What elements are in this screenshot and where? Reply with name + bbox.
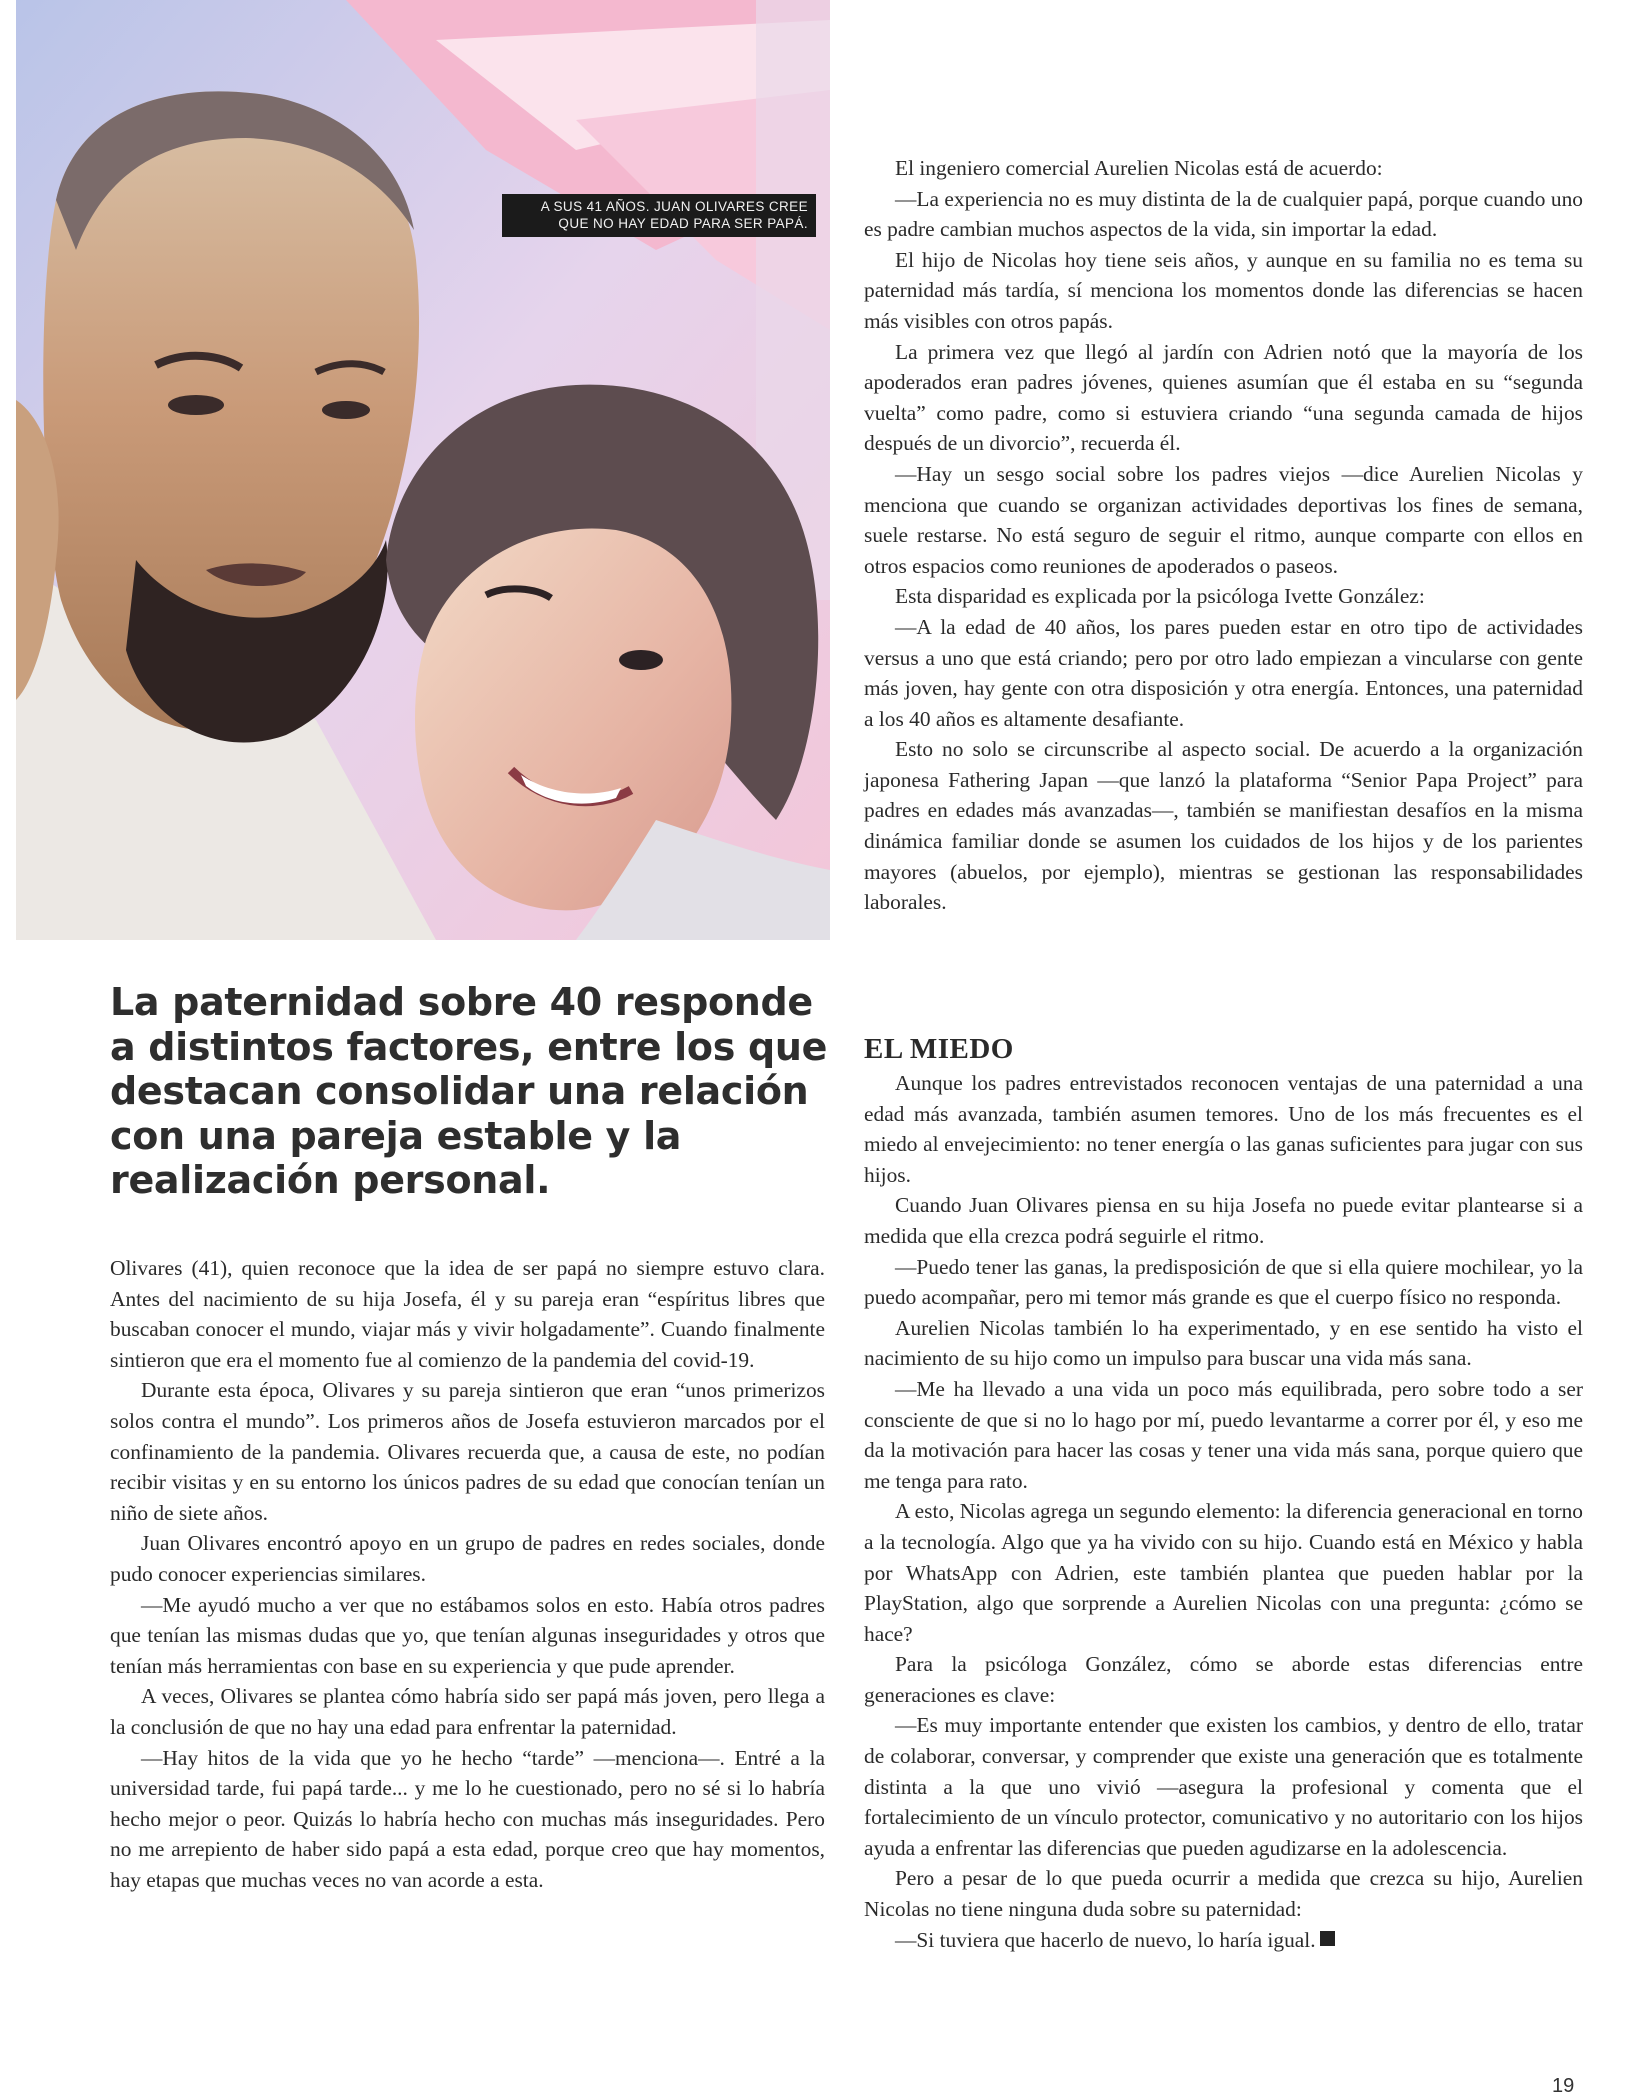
paragraph: Durante esta época, Olivares y su pareja sintieron que eran “unos primerizos solos contra el mundo”. Los primeros años de Josefa estuvieron marcados por el confinamiento de la pandemia. Olivares recuerda que, a causa de este, no podían recibir visitas y en su entorno los únicos padres de su edad que conocían tenían un niño de siete años. [110, 1378, 825, 1525]
paragraph: El hijo de Nicolas hoy tiene seis años, y aunque en su familia no es tema su paternidad más tardía, sí menciona los momentos donde las diferencias se hacen más visibles con otros papás. [864, 247, 1583, 333]
paragraph: Cuando Juan Olivares piensa en su hija Josefa no puede evitar plantearse si a medida que ella crezca podrá seguirle el ritmo. [864, 1193, 1583, 1248]
last-paragraph-text: —Si tuviera que hacerlo de nuevo, lo haría igual. [895, 1927, 1316, 1952]
paragraph: —Me ha llevado a una vida un poco más equilibrada, pero sobre todo a ser consciente de que si no lo hago por mí, puedo levantarme a correr por él, y eso me da la motivación para hacer las cosas y tener una vida más sana, porque quiero que me tenga para rato. [864, 1376, 1583, 1493]
paragraph: Pero a pesar de lo que pueda ocurrir a medida que crezca su hijo, Aurelien Nicolas no tiene ninguna duda sobre su paternidad: [864, 1866, 1583, 1922]
paragraph: El ingeniero comercial Aurelien Nicolas está de acuerdo: [895, 156, 1383, 180]
photo-caption: A SUS 41 AÑOS. JUAN OLIVARES CREE QUE NO HAY EDAD PARA SER PAPÁ. [502, 194, 816, 237]
paragraph: Juan Olivares encontró apoyo en un grupo de padres en redes sociales, donde pudo conocer experiencias similares. [110, 1531, 825, 1586]
paragraph: Aunque los padres entrevistados reconocen ventajas de una paternidad a una edad más avanzada, también asumen temores. Uno de los más frecuentes es el miedo al envejecimiento: no tener energía o las ganas suficientes para jugar con sus hijos. [864, 1071, 1583, 1187]
paragraph: A esto, Nicolas agrega un segundo elemento: la diferencia generacional en torno a la tecnología. Algo que ya ha vivido con su hijo. Cuando está en México y habla por WhatsApp con Adrien, este también plantea que pueden hablar por la PlayStation, algo que sorprende a Aurelien Nicolas con una pregunta: ¿cómo se hace? [864, 1499, 1583, 1646]
paragraph: La primera vez que llegó al jardín con Adrien notó que la mayoría de los apoderados eran padres jóvenes, quienes asumían que él estaba en su “segunda vuelta” como padre, como si estuviera criando “una segunda camada de hijos después de un divorcio”, recuerda él. [864, 339, 1583, 456]
paragraph: —Es muy importante entender que existen los cambios, y dentro de ello, tratar de colaborar, conversar, y comprender que existe una generación que es totalmente distinta a la que uno vivió —asegura la profesional y comenta que el fortalecimiento de un vínculo protector, comunicativo y no autoritario con los hijos ayuda a enfrentar las diferencias que pueden agudizarse en la adolescencia. [864, 1713, 1583, 1860]
left-column [110, 1253, 825, 1895]
section-heading: EL MIEDO [864, 1033, 1014, 1065]
paragraph: —A la edad de 40 años, los pares pueden estar en otro tipo de actividades versus a uno que está criando; pero por otro lado empiezan a vincularse con gente más joven, hay gente con otra disposición y otra energía. Entonces, una paternidad a los 40 años es altamente desafiante. [864, 614, 1583, 731]
paragraph: —Hay hitos de la vida que yo he hecho “tarde” —menciona—. Entré a la universidad tarde, fui papá tarde... y me lo he cuestionado, pero no sé si lo habría hecho mejor o peor. Quizás lo habría hecho con muchas más inseguridades. Pero no me arrepiento de haber sido papá a esta edad, porque creo que hay momentos, hay etapas que muchas veces no van acorde a esta. [110, 1745, 825, 1892]
end-of-article-mark [1320, 1931, 1335, 1946]
paragraph: —Me ayudó mucho a ver que no estábamos solos en esto. Había otros padres que tenían las mismas dudas que yo, que tenían algunas inseguridades y otros que tenían más herramientas con base en su experiencia y que pude aprender. [110, 1592, 825, 1678]
right-column-top [864, 153, 1583, 918]
last-paragraph [864, 1925, 1583, 1956]
paragraph: A veces, Olivares se plantea cómo habría sido ser papá más joven, pero llega a la conclusión de que no hay una edad para enfrentar la paternidad. [110, 1684, 825, 1739]
paragraph: —Puedo tener las ganas, la predisposición de que si ella quiere mochilear, yo la puedo acompañar, pero mi temor más grande es que el cuerpo físico no responda. [864, 1254, 1583, 1310]
paragraph: —La experiencia no es muy distinta de la de cualquier papá, porque cuando uno es padre cambian muchos aspectos de la vida, sin importar la edad. [864, 186, 1583, 242]
paragraph: Olivares (41), quien reconoce que la idea de ser papá no siempre estuvo clara. Antes del nacimiento de su hija Josefa, él y su pareja eran “espíritus libres que buscaban conocer el mundo, viajar más y vivir holgadamente”. Cuando finalmente sintieron que era el momento fue al comienzo de la pandemia del covid-19. [110, 1256, 825, 1372]
father-daughter-photo-illustration [16, 0, 830, 940]
page-number: 19 [1552, 2075, 1575, 2097]
paragraph: Para la psicóloga González, cómo se aborde estas diferencias entre generaciones es clave: [864, 1652, 1583, 1707]
paragraph: Esta disparidad es explicada por la psicóloga Ivette González: [895, 584, 1425, 609]
paragraph: —Hay un sesgo social sobre los padres viejos —dice Aurelien Nicolas y menciona que cuando se organizan actividades deportivas los fines de semana, suele restarse. No está seguro de seguir el ritmo, aunque comparte con ellos en otros espacios como reuniones de apoderados o paseos. [864, 461, 1583, 578]
right-column-bottom [864, 1068, 1583, 1955]
article-photo [16, 0, 830, 940]
paragraph: Aurelien Nicolas también lo ha experimentado, y en ese sentido ha visto el nacimiento de su hijo como un impulso para buscar una vida más sana. [864, 1315, 1583, 1371]
paragraph: Esto no solo se circunscribe al aspecto social. De acuerdo a la organización japonesa Fathering Japan —que lanzó la plataforma “Senior Papa Project” para padres en edades más avanzadas—, también se manifiestan desafíos en la misma dinámica familiar donde se asumen los cuidados de los hijos y de los parientes mayores (abuelos, por ejemplo), mientras se gestionan las responsabilidades laborales. [864, 737, 1583, 915]
pullquote: La paternidad sobre 40 responde a distintos factores, entre los que destacan consolidar una relación con una pareja estable y la realización personal. [110, 980, 828, 1202]
